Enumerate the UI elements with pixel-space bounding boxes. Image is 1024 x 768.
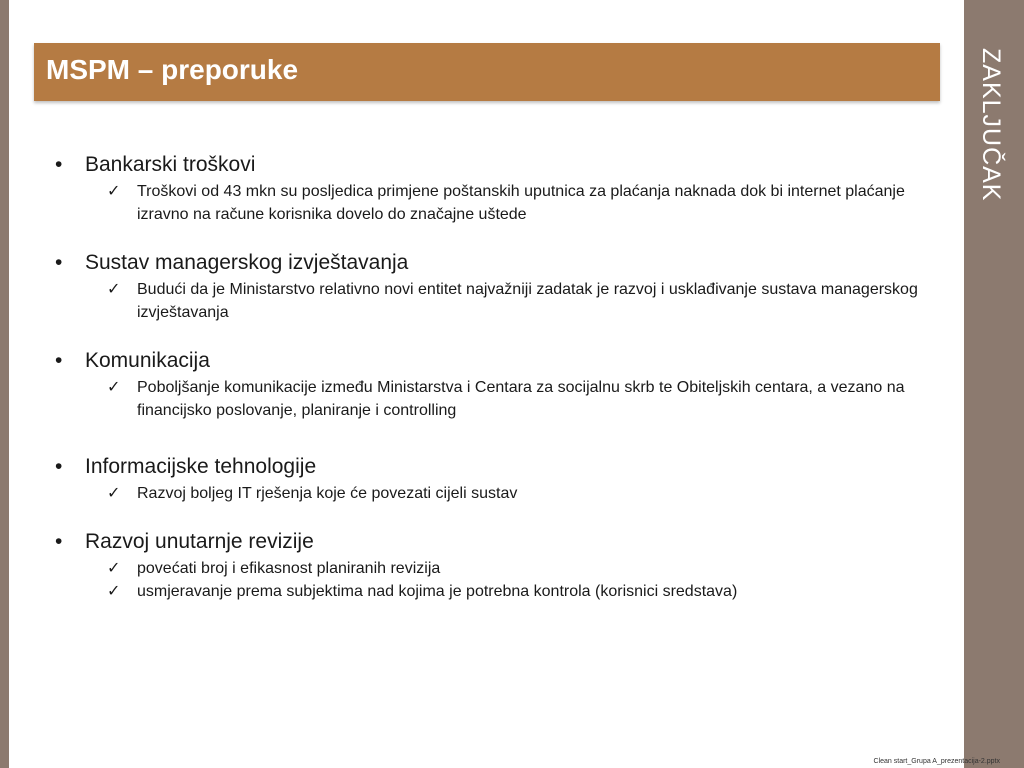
sub-item-text: Poboljšanje komunikacije između Ministarstva i Centara za socijalnu skrb te Obiteljskih centara, a vezano na financijsko poslovanje, planiranje i controlling (137, 379, 905, 419)
bullet-heading (55, 346, 935, 376)
bullet-heading (55, 452, 935, 482)
checkmark-icon: ✓ (107, 379, 121, 396)
section-heading: Komunikacija (85, 349, 210, 372)
bullet-icon: • (55, 530, 63, 553)
sub-item (55, 278, 935, 324)
title-bar (34, 43, 940, 101)
sub-item-text: usmjeravanje prema subjektima nad kojima je potrebna kontrola (korisnici sredstava) (137, 583, 738, 600)
sub-item-text: povećati broj i efikasnost planiranih revizija (137, 560, 441, 577)
bullet-heading (55, 150, 935, 180)
bullet-icon: • (55, 153, 63, 176)
checkmark-icon: ✓ (107, 485, 121, 502)
section-bank-costs (55, 150, 935, 226)
footer-filename: Clean start_Grupa A_prezentacija-2.pptx (873, 758, 1000, 765)
checkmark-icon: ✓ (107, 281, 121, 298)
bullet-heading (55, 248, 935, 278)
slide-content (55, 150, 935, 603)
section-heading: Informacijske tehnologije (85, 455, 317, 478)
section-management-reporting (55, 248, 935, 324)
bullet-icon: • (55, 455, 63, 478)
sub-item (55, 557, 935, 580)
sub-item-text: Troškovi od 43 mkn su posljedica primjene poštanskih uputnica za plaćanja naknada dok bi internet plaćanje izravno na račune korisnika dovelo do značajne uštede (137, 183, 905, 223)
section-heading: Razvoj unutarnje revizije (85, 530, 314, 553)
sub-item (55, 482, 935, 505)
section-communication (55, 346, 935, 422)
left-accent-bar (0, 0, 9, 768)
checkmark-icon: ✓ (107, 560, 121, 577)
sub-item-text: Razvoj boljeg IT rješenja koje će povezati cijeli sustav (137, 485, 518, 502)
section-heading: Bankarski troškovi (85, 153, 256, 176)
side-title: ZAKLJUČAK (977, 48, 1005, 202)
bullet-icon: • (55, 349, 63, 372)
page-title: MSPM – preporuke (46, 54, 299, 85)
section-internal-audit (55, 527, 935, 603)
sub-item-text: Budući da je Ministarstvo relativno novi entitet najvažniji zadatak je razvoj i usklađivanje sustava managerskog izvještavanja (137, 281, 918, 321)
checkmark-icon: ✓ (107, 183, 121, 200)
bullet-heading (55, 527, 935, 557)
bullet-icon: • (55, 251, 63, 274)
sub-item (55, 180, 935, 226)
checkmark-icon: ✓ (107, 583, 121, 600)
section-heading: Sustav managerskog izvještavanja (85, 251, 409, 274)
sub-item (55, 580, 935, 603)
section-information-technology (55, 452, 935, 505)
sub-item (55, 376, 935, 422)
